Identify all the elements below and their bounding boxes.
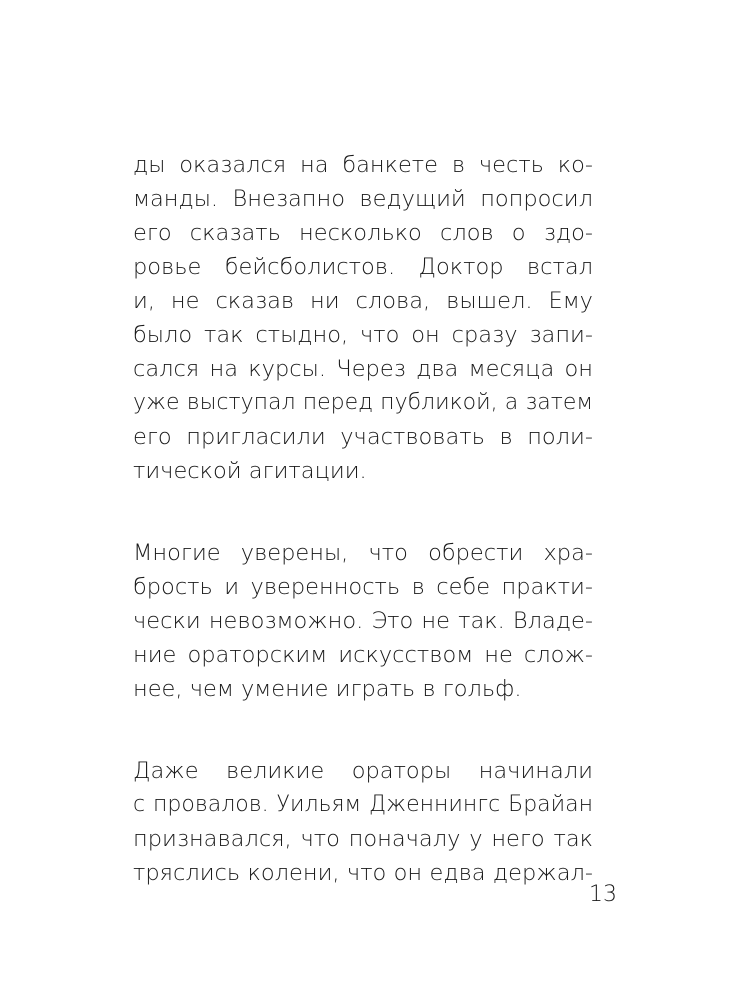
text-line: ды оказался на банкете в честь ко-: [133, 152, 593, 178]
text-line: чески невозможно. Это не так. Владе-: [133, 608, 593, 634]
text-line: ние ораторским искусством не слож-: [133, 642, 593, 668]
text-line: его пригласили участвовать в поли-: [133, 424, 593, 450]
text-line: и, не сказав ни слова, вышел. Ему: [133, 288, 593, 314]
text-line: брость и уверенность в себе практи-: [133, 574, 593, 600]
text-line: нее, чем умение играть в гольф.: [133, 676, 522, 702]
text-line: уже выступал перед публикой, а затем: [133, 390, 593, 415]
paragraph-2: [133, 536, 593, 706]
text-line: манды. Внезапно ведущий попросил: [133, 186, 593, 212]
page-body: [133, 148, 593, 938]
text-line: было так стыдно, что он сразу запи-: [133, 322, 593, 348]
text-line: тической агитации.: [133, 458, 367, 484]
text-line: его сказать несколько слов о здо-: [133, 220, 593, 246]
text-line: сался на курсы. Через два месяца он: [133, 356, 593, 382]
text-line: ровье бейсболистов. Доктор встал: [133, 254, 593, 280]
paragraph-1: [133, 148, 593, 488]
text-line: Даже великие ораторы начинали: [133, 758, 593, 784]
text-line: Многие уверены, что обрести хра-: [133, 540, 593, 566]
text-line: признавался, что поначалу у него так: [133, 826, 593, 852]
page-number: 13: [589, 882, 617, 907]
text-line: тряслись колени, что он едва держал-: [133, 860, 593, 886]
paragraph-3: [133, 754, 593, 890]
text-line: с провалов. Уильям Дженнингс Брайан: [133, 792, 593, 817]
